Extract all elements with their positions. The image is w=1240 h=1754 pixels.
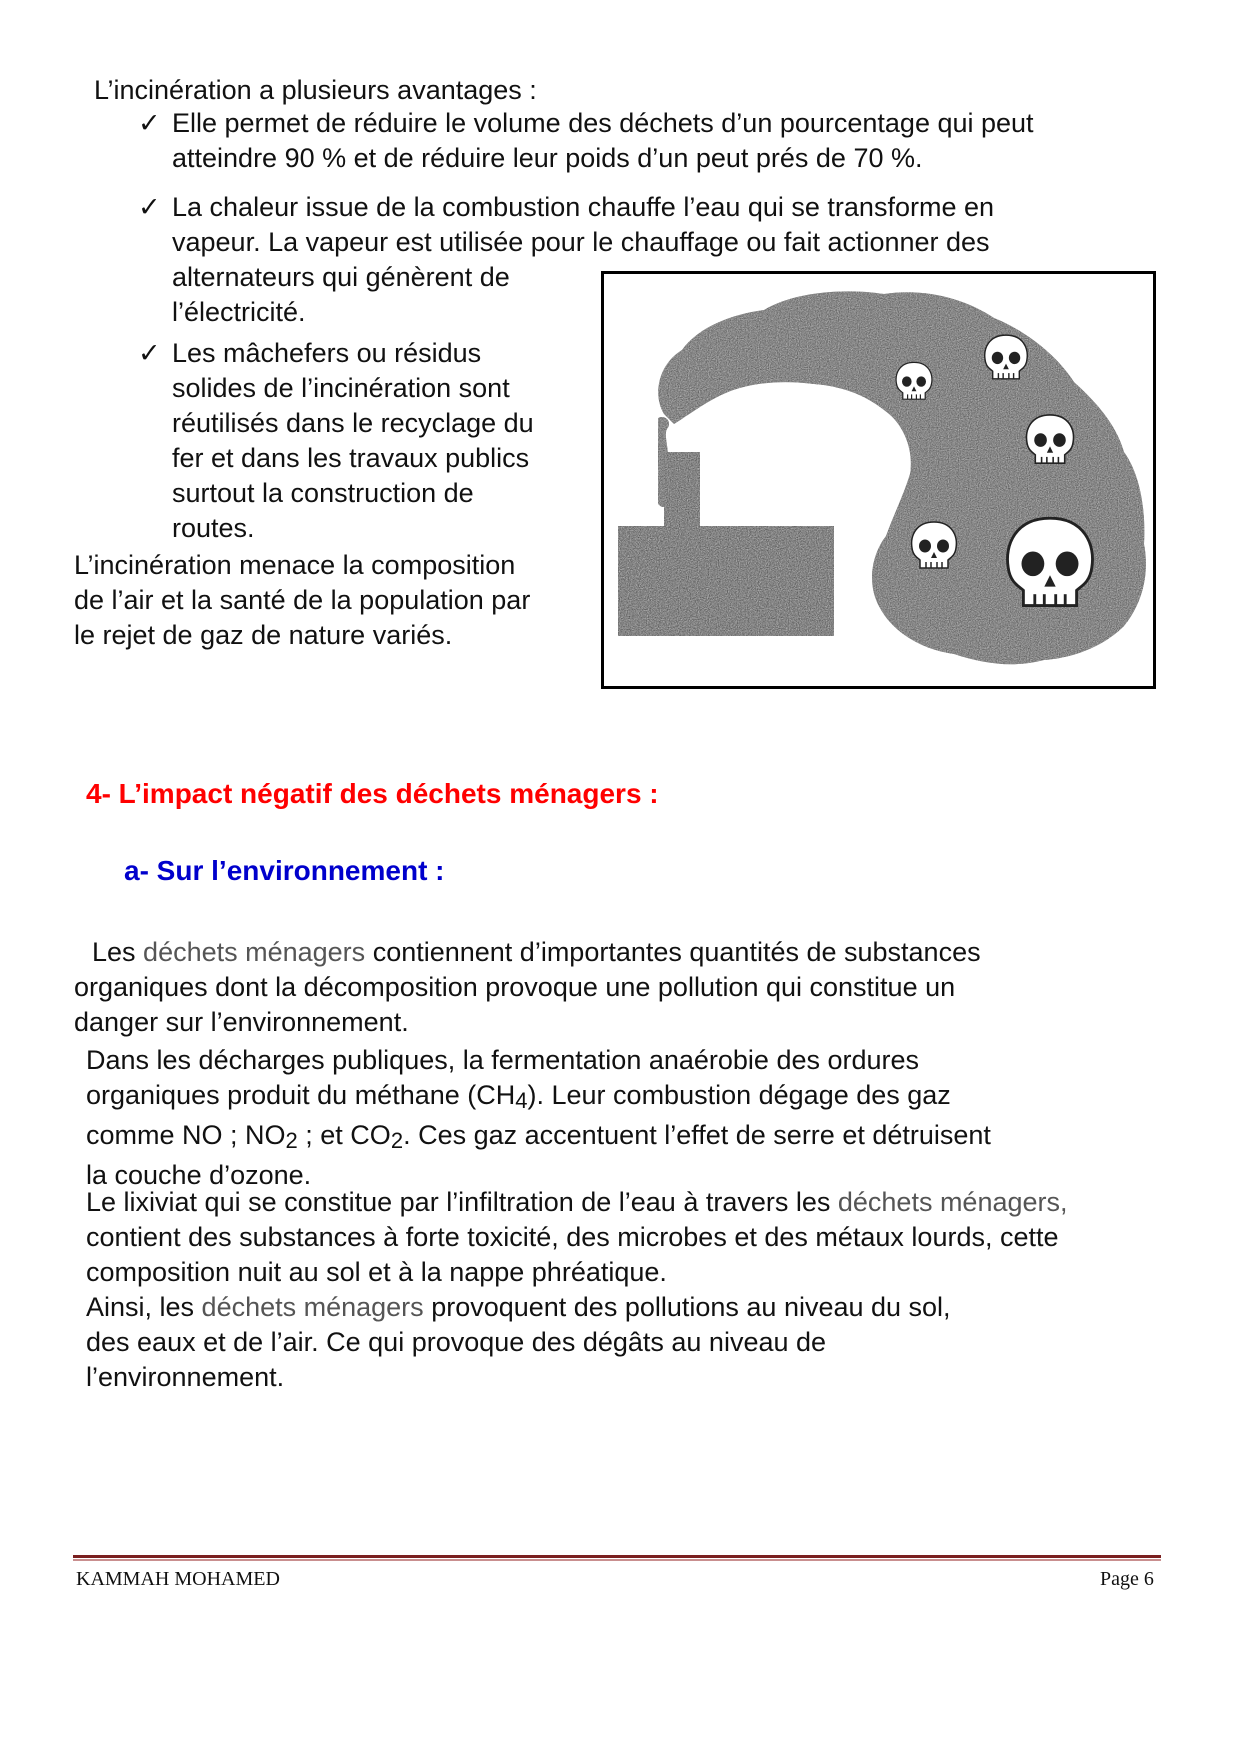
- footer-rule-light: [73, 1559, 1161, 1561]
- paragraph-2: [86, 1043, 991, 1193]
- p2-text: . Ces gaz accentuent l’effet de serre et détruisent: [403, 1120, 991, 1150]
- ch4-subscript: 4: [515, 1088, 528, 1113]
- advantage-line: réutilisés dans le recyclage du: [172, 408, 534, 438]
- p1-rest: contiennent d’importantes quantités de substances: [365, 937, 981, 967]
- menace-line: de l’air et la santé de la population par: [74, 585, 531, 615]
- p4-term: déchets ménagers: [201, 1292, 424, 1322]
- p2-text: comme NO ; NO: [86, 1120, 286, 1150]
- pollution-illustration: [601, 271, 1156, 689]
- p4-line: l’environnement.: [86, 1362, 285, 1392]
- p3-line: [86, 1185, 1068, 1220]
- p1-line: danger sur l’environnement.: [74, 1007, 409, 1037]
- section-4-title: 4- L’impact négatif des déchets ménagers :: [86, 778, 659, 809]
- advantage-line: vapeur. La vapeur est utilisée pour le chauffage ou fait actionner des: [172, 227, 990, 257]
- advantage-line: Elle permet de réduire le volume des déchets d’un pourcentage qui peut: [172, 108, 1034, 138]
- p4-line: des eaux et de l’air. Ce qui provoque des dégâts au niveau de: [86, 1327, 827, 1357]
- advantage-line: fer et dans les travaux publics: [172, 443, 530, 473]
- advantage-line: alternateurs qui génèrent de: [172, 262, 510, 292]
- paragraph-3: [86, 1185, 1068, 1290]
- advantage-line: La chaleur issue de la combustion chauffe l’eau qui se transforme en: [172, 192, 994, 222]
- p1-line: organiques dont la décomposition provoque une pollution qui constitue un: [74, 972, 956, 1002]
- section-a-title: a- Sur l’environnement :: [124, 855, 445, 886]
- advantage-line: routes.: [172, 513, 255, 543]
- check-icon: ✓: [138, 338, 161, 368]
- p1-lead: Les: [92, 937, 144, 967]
- p4-line: [86, 1290, 951, 1325]
- p2-line: la couche d’ozone.: [86, 1160, 312, 1190]
- advantage-line: solides de l’incinération sont: [172, 373, 510, 403]
- p1-line: [74, 935, 981, 970]
- p4-rest: provoquent des pollutions au niveau du sol,: [423, 1292, 951, 1322]
- p3-term: déchets ménagers,: [837, 1187, 1068, 1217]
- menace-line: L’incinération menace la composition: [74, 550, 516, 580]
- footer-page-number: Page 6: [1100, 1568, 1154, 1590]
- check-icon: ✓: [138, 108, 161, 138]
- paragraph-4: [86, 1290, 951, 1395]
- p4-lead: Ainsi, les: [86, 1292, 202, 1322]
- factory-chimney: [618, 452, 834, 636]
- advantage-line: atteindre 90 % et de réduire leur poids d’un peut prés de 70 %.: [172, 143, 923, 173]
- p2-line: [86, 1118, 991, 1158]
- p2-text: organiques produit du méthane (CH: [86, 1080, 516, 1110]
- advantage-line: l’électricité.: [172, 297, 306, 327]
- menace-line: le rejet de gaz de nature variés.: [74, 620, 453, 650]
- p2-text: ). Leur combustion dégage des gaz: [527, 1080, 951, 1110]
- footer-rule: [73, 1555, 1161, 1558]
- check-icon: ✓: [138, 192, 161, 222]
- co2-subscript: 2: [390, 1128, 404, 1153]
- menace-paragraph: [74, 548, 530, 653]
- p3-text: Le lixiviat qui se constitue par l’infiltration de l’eau à travers les: [86, 1187, 838, 1217]
- p3-line: composition nuit au sol et à la nappe phréatique.: [86, 1257, 667, 1287]
- no2-subscript: 2: [285, 1128, 298, 1153]
- p1-term: déchets ménagers: [143, 937, 366, 967]
- p2-line: [86, 1078, 991, 1118]
- factory-smoke-skulls-image: [604, 274, 1153, 686]
- p2-text: ; et CO: [297, 1120, 391, 1150]
- p3-line: contient des substances à forte toxicité, des microbes et des métaux lourds, cette: [86, 1222, 1059, 1252]
- p2-line: Dans les décharges publiques, la fermentation anaérobie des ordures: [86, 1045, 920, 1075]
- advantage-line: surtout la construction de: [172, 478, 474, 508]
- advantage-line: Les mâchefers ou résidus: [172, 338, 482, 368]
- paragraph-1: [74, 935, 981, 1040]
- intro-text: L’incinération a plusieurs avantages :: [94, 75, 537, 105]
- footer-author: KAMMAH MOHAMED: [76, 1568, 280, 1590]
